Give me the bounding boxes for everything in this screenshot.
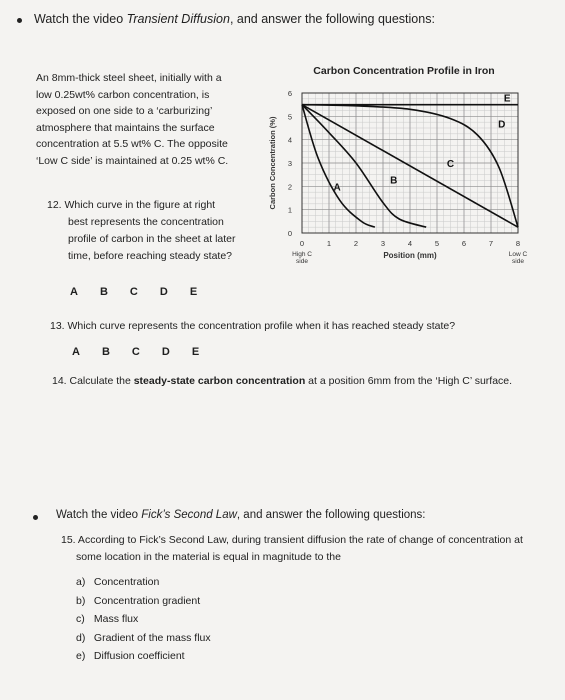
- option-b[interactable]: b) Concentration gradient: [76, 594, 201, 607]
- section-heading-fick: Watch the video Fick’s Second Law, and answer the following questions:: [56, 509, 426, 521]
- text-line: best represents the concentration: [68, 216, 224, 228]
- x-tick-label: 4: [407, 239, 413, 248]
- text-line: time, before reaching steady state?: [68, 250, 233, 262]
- text-line: concentration at 5.5 wt% C. The opposite: [36, 138, 228, 150]
- y-tick-label: 6: [287, 89, 292, 98]
- text-line: low 0.25wt% carbon concentration, is: [36, 88, 210, 101]
- question-15: [61, 532, 556, 566]
- question-13-choices: [72, 342, 221, 360]
- bullet-icon: [33, 515, 38, 520]
- text-line: 15. According to Fick’s Second Law, during transient diffusion the rate of change of concentration at: [61, 534, 523, 546]
- question-12: [47, 197, 277, 265]
- curve-label-d: D: [498, 119, 506, 131]
- y-tick-label: 4: [287, 135, 292, 145]
- series-line-a: [302, 105, 375, 228]
- x-tick-label: 6: [461, 239, 467, 248]
- y-tick-label: 2: [287, 182, 292, 192]
- text-line: ‘Low C side’ is maintained at 0.25 wt% C.: [36, 154, 229, 167]
- choice-b[interactable]: B: [101, 346, 110, 358]
- curve-label-a: A: [333, 182, 341, 194]
- video-title: Transient Diffusion: [126, 12, 230, 26]
- x-axis-label: Position (mm): [383, 251, 437, 260]
- choice-e[interactable]: E: [191, 346, 200, 358]
- text-line: some location in the material is equal in magnitude to the: [76, 551, 341, 563]
- x-tick-label: 0: [299, 239, 305, 248]
- curve-label-e: E: [503, 93, 511, 105]
- section-heading-transient: Watch the video Transient Diffusion, and answer the following questions:: [34, 12, 435, 26]
- question-13: 13. Which curve represents the concentration profile when it has reached steady state?: [50, 320, 456, 332]
- text-line: atmosphere that maintains the surface: [36, 121, 215, 134]
- x-tick-label: 7: [488, 239, 494, 248]
- choice-d[interactable]: D: [159, 286, 168, 298]
- chart-title: Carbon Concentration Profile in Iron: [313, 65, 495, 77]
- y-axis-label: Carbon Concentration (%): [268, 116, 277, 210]
- bullet-icon: [17, 18, 22, 23]
- y-tick-label: 5: [287, 112, 292, 122]
- option-c[interactable]: c) Mass flux: [76, 613, 139, 625]
- problem-statement: [36, 70, 276, 169]
- choice-b[interactable]: B: [99, 286, 108, 298]
- text-line: exposed on one side to a ‘carburizing’: [36, 105, 213, 117]
- x-tick-label: 5: [434, 239, 440, 248]
- y-tick-label: 0: [287, 229, 292, 238]
- text-line: An 8mm-thick steel sheet, initially with a: [36, 72, 222, 84]
- choice-a[interactable]: A: [72, 346, 80, 358]
- x-tick-label: 1: [326, 239, 332, 248]
- choice-c[interactable]: C: [129, 286, 138, 298]
- option-d[interactable]: d) Gradient of the mass flux: [76, 631, 211, 644]
- y-tick-label: 3: [287, 159, 292, 168]
- option-a[interactable]: a) Concentration: [76, 576, 160, 588]
- curve-label-b: B: [390, 175, 398, 187]
- choice-e[interactable]: E: [189, 286, 198, 298]
- curve-label-c: C: [446, 159, 455, 170]
- x-left-note: side: [296, 258, 308, 265]
- choice-a[interactable]: A: [70, 286, 78, 298]
- carbon-profile-chart: [262, 55, 552, 280]
- x-tick-label: 3: [380, 239, 386, 248]
- x-tick-label: 8: [515, 239, 521, 248]
- question-14: 14. Calculate the steady-state carbon concentration at a position 6mm from the ‘High C’ surface.: [52, 375, 513, 387]
- x-left-note: High C: [292, 251, 312, 258]
- video-title: Fick’s Second Law: [141, 509, 237, 521]
- x-tick-label: 2: [353, 239, 359, 248]
- x-right-note: Low C: [508, 251, 528, 258]
- choice-d[interactable]: D: [161, 346, 170, 358]
- text-line: 12. Which curve in the figure at right: [47, 199, 216, 211]
- y-tick-label: 1: [287, 205, 292, 215]
- text-line: profile of carbon in the sheet at later: [68, 233, 236, 245]
- question-12-choices: [70, 282, 219, 300]
- x-right-note: side: [512, 258, 524, 265]
- question-15-options: [76, 573, 211, 666]
- option-e[interactable]: e) Diffusion coefficient: [76, 650, 185, 662]
- choice-c[interactable]: C: [131, 346, 140, 358]
